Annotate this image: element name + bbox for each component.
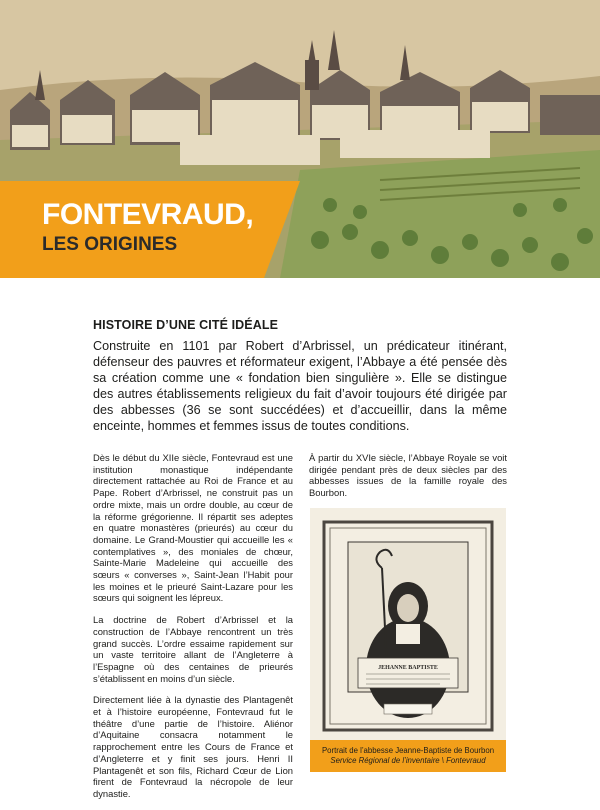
caption-text: Portrait de l’abbesse Jeanne-Baptiste de Bourbon bbox=[321, 746, 495, 755]
page-title: FONTEVRAUD, bbox=[42, 198, 254, 231]
portrait-image bbox=[310, 508, 506, 740]
paragraph: La doctrine de Robert d’Arbrissel et la construction de l’Abbaye rencontrent un très grand succès. L’ordre essaime rapidement sur un vaste territoire allant de l’Angleterre à l’Espagne où des centaines de prieurés s’établissent en moins d’un siècle. bbox=[93, 614, 293, 684]
caption-credit: Service Régional de l’inventaire \ Fontevraud bbox=[330, 756, 486, 765]
abbess-engraving bbox=[310, 508, 506, 740]
intro-section bbox=[93, 318, 507, 434]
portrait-caption bbox=[310, 740, 506, 772]
left-column bbox=[93, 452, 293, 810]
hero-illustration bbox=[0, 0, 600, 278]
paragraph: Directement liée à la dynastie des Plantagenêt et à l’histoire européenne, Fontevraud fut le théâtre d’une partie de l’histoire. Aliénor d’Aquitaine consacra notamment le rapprochement entre les Cours de France et d’Angleterre et y finit ses jours. Henri II Plantagenêt et son fils, Richard Cœur de Lion firent de Fontevraud la nécropole de leur dynastie. bbox=[93, 694, 293, 799]
paragraph: Dès le début du XIIe siècle, Fontevraud est une institution monastique indépendante directement rattachée au Roi de France et au Pape. Robert d’Arbrissel, ne construit pas un ordre mixte, mais un ordre double, au cœur de la réforme grégorienne. Il répartit ses adeptes en quatre monastères (prieurés) au cœur du domaine. Le Grand-Moustier qui accueille les « contemplatives », des moniales de chœur, Sainte-Marie Madeleine qui accueille des sœurs « converses », Saint-Jean l’Habit pour les moines et le prieuré Saint-Lazare pour les sœurs qui soignent les lépreux. bbox=[93, 452, 293, 604]
right-column bbox=[309, 452, 507, 509]
section-heading: HISTOIRE D’UNE CITÉ IDÉALE bbox=[93, 318, 279, 332]
page-subtitle: LES ORIGINES bbox=[42, 234, 178, 255]
intro-paragraph: Construite en 1101 par Robert d’Arbrissel, un prédicateur itinérant, défenseur des pauvres et réformateur exigent, l’Abbaye a été pensée dès sa création comme une « fondation bien singulière ». Elle se distingue des autres établissements religieux du fait d’avoir toujours été dirigée par des abbesses (36 se sont succédées) et d’accueillir, dans la même enceinte, hommes et femmes issus de toutes conditions. bbox=[93, 339, 507, 433]
portrait-inscription: JEHANNE BAPTISTE bbox=[378, 665, 438, 671]
paragraph: À partir du XVIe siècle, l’Abbaye Royale se voit dirigée pendant près de deux siècles par des abbesses issues de la famille royale des Bourbon. bbox=[309, 452, 507, 499]
